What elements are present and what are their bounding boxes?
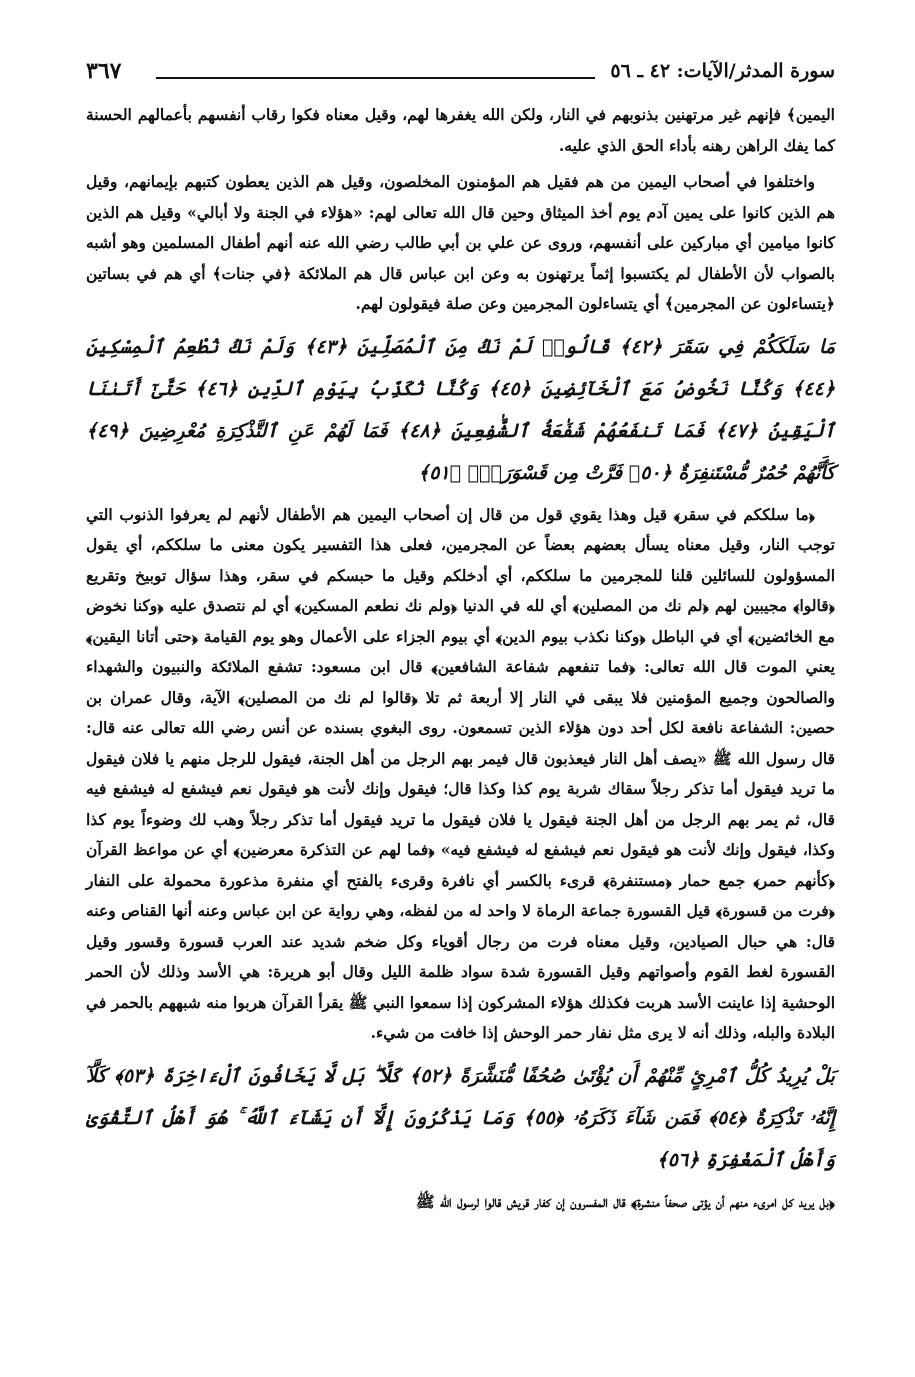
commentary-paragraph: اليمين﴾ فإنهم غير مرتهنين بذنوبهم في النار، ولكن الله يغفرها لهم، وقيل معناه فكوا رقاب أنفسهم بأعمالهم الحسنة كما يفك الراهن رهنه بأداء الحق الذي عليه. (86, 105, 835, 155)
commentary-paragraph: واختلفوا في أصحاب اليمين من هم فقيل هم المؤمنون المخلصون، وقيل هم الذين يعطون كتبهم بإيمانهم، وقيل هم الذين كانوا على يمين آدم يوم أخذ الميثاق وحين قال الله تعالى لهم: «هؤلاء في الجنة ولا أبالي» وقيل هم الذين كانوا ميامين أي مباركين على أنفسهم، وروى عن علي بن أبي طالب رضي الله عنه أنهم أطفال المسلمين وهو أشبه بالصواب لأن الأطفال لم يكتسبوا إثماً يرتهنون به وعن ابن عباس قال هم الملائكة ﴿في جنات﴾ أي هم في بساتين ﴿يتساءلون عن المجرمين﴾ أي يتساءلون المجرمين وعن صلة فيقولون لهم. (86, 172, 835, 313)
page-header (86, 58, 835, 92)
page-number: ٣٦٧ (86, 58, 122, 84)
commentary-paragraph: ﴿بل يريد كل امرىء منهم أن يؤتى صحفاً منشرة﴾ قال المفسرون إن كفار قريش قالوا لرسول الله ﷺ (415, 1191, 835, 1211)
running-title: سورة المدثر/الآيات: ٤٢ ـ ٥٦ (602, 60, 835, 82)
commentary-paragraph: ﴿ما سلككم في سقر﴾ قيل وهذا يقوي قول من قال إن أصحاب اليمين هم الأطفال لأنهم لم يعرفوا الذنوب التي توجب النار، وقيل معناه يسأل بعضهم بعضاً عن المجرمين، فعلى هذا التفسير يكون معنى ما سلككم، أي يقول المسؤولون للسائلين قلنا للمجرمين ما سلككم، أي أدخلكم وقيل ما حبسكم في سقر، وهذا سؤال توبيخ وتقريع ﴿قالوا﴾ مجيبين لهم ﴿لم نك من المصلين﴾ أي لله في الدنيا ﴿ولم نك نطعم المسكين﴾ أي لم نتصدق عليه ﴿وكنا نخوض مع الخائضين﴾ أي في الباطل ﴿وكنا نكذب بيوم الدين﴾ أي بيوم الجزاء على الأعمال وهو يوم القيامة ﴿حتى أتانا اليقين﴾ يعني الموت قال الله تعالى: ﴿فما تنفعهم شفاعة الشافعين﴾ قال ابن مسعود: تشفع الملائكة والنبيون والشهداء والصالحون وجميع المؤمنين فلا يبقى في النار إلا أربعة ثم تلا ﴿قالوا لم نك من المصلين﴾ الآية، وقال عمران بن حصين: الشفاعة نافعة لكل أحد دون هؤلاء الذين تسمعون. روى البغوي بسنده عن أنس رضي الله تعالى عنه قال: قال رسول الله ﷺ «يصف أهل النار فيعذبون قال فيمر بهم الرجل من أهل الجنة، فيقول للرجل منهم يا فلان فيقول ما تريد فيقول أما تذكر رجلاً سقاك شربة يوم كذا وكذا قال؛ فيقول وإنك لأنت هو فيقول نعم فيشفع له فيشفع فيه قال، ثم يمر بهم الرجل من أهل الجنة فيقول يا فلان فيقول ما تريد فيقول أما تذكر رجلاً وهب لك وضوءاً يوم كذا وكذا، فيقول وإنك لأنت هو فيقول نعم فيشفع له فيشفع فيه» ﴿فما لهم عن التذكرة معرضين﴾ أي عن مواعظ القرآن ﴿كأنهم حمر﴾ جمع حمار ﴿مستنفرة﴾ قرىء بالكسر أي نافرة وقرىء بالفتح أي منفرة مذعورة محمولة على النفار ﴿فرت من قسورة﴾ قيل القسورة جماعة الرماة لا واحد له من لفظه، وهي رواية عن ابن عباس وعنه أنها القناص وعنه قال: هي حبال الصيادين، وقيل معناه فرت من رجال أقوياء وكل ضخم شديد عند العرب قسورة وقسور وقيل القسورة لغط القوم وأصواتهم وقيل القسورة شدة سواد ظلمة الليل وقال أبو هريرة: هي الأسد وذلك لأن الحمر الوحشية إذا عاينت الأسد هربت فكذلك هؤلاء المشركون إذا سمعوا النبي ﷺ يقرأ القرآن هربوا منه شبههم بالحمر في البلادة والبله، وذلك أنه لا يرى مثل نفار حمر الوحش إذا خافت من شيء. (86, 504, 835, 1042)
page-body (86, 100, 835, 1217)
header-rule (156, 77, 595, 79)
quran-verses-block: مَا سَلَكَكُمْ فِي سَقَرَ ﴿٤٢﴾ قَالُوا۟ لَمْ نَكُ مِنَ ٱلْمُصَلِّينَ ﴿٤٣﴾ وَلَمْ نَكُ نُطْعِمُ ٱلْمِسْكِينَ ﴿٤٤﴾ وَكُنَّا نَخُوضُ مَعَ ٱلْخَآئِضِينَ ﴿٤٥﴾ وَكُنَّا نُكَذِّبُ بِيَوْمِ ٱلدِّينِ ﴿٤٦﴾ حَتَّىٰٓ أَتَىٰنَا ٱلْيَقِينُ ﴿٤٧﴾ فَمَا تَنفَعُهُمْ شَفَٰعَةُ ٱلشَّٰفِعِينَ ﴿٤٨﴾ فَمَا لَهُمْ عَنِ ٱلتَّذْكِرَةِ مُعْرِضِينَ ﴿٤٩﴾ كَأَنَّهُمْ حُمُرٌ مُّسْتَنفِرَةٌ ﴿٥٠﴾ فَرَّتْ مِن قَسْوَرَةٍۭ ﴿٥١﴾ (86, 335, 836, 484)
quran-verses-block: بَلْ يُرِيدُ كُلُّ ٱمْرِئٍ مِّنْهُمْ أَن يُؤْتَىٰ صُحُفًا مُّنَشَّرَةً ﴿٥٢﴾ كَلَّا ۖ بَل لَّا يَخَافُونَ ٱلْءَاخِرَةَ ﴿٥٣﴾ كَلَّآ إِنَّهُۥ تَذْكِرَةٌ ﴿٥٤﴾ فَمَن شَآءَ ذَكَرَهُۥ ﴿٥٥﴾ وَمَا يَذْكُرُونَ إِلَّآ أَن يَشَآءَ ٱللَّهُ ۚ هُوَ أَهْلُ ٱلتَّقْوَىٰ وَأَهْلُ ٱلْمَغْفِرَةِ ﴿٥٦﴾ (86, 1064, 835, 1171)
